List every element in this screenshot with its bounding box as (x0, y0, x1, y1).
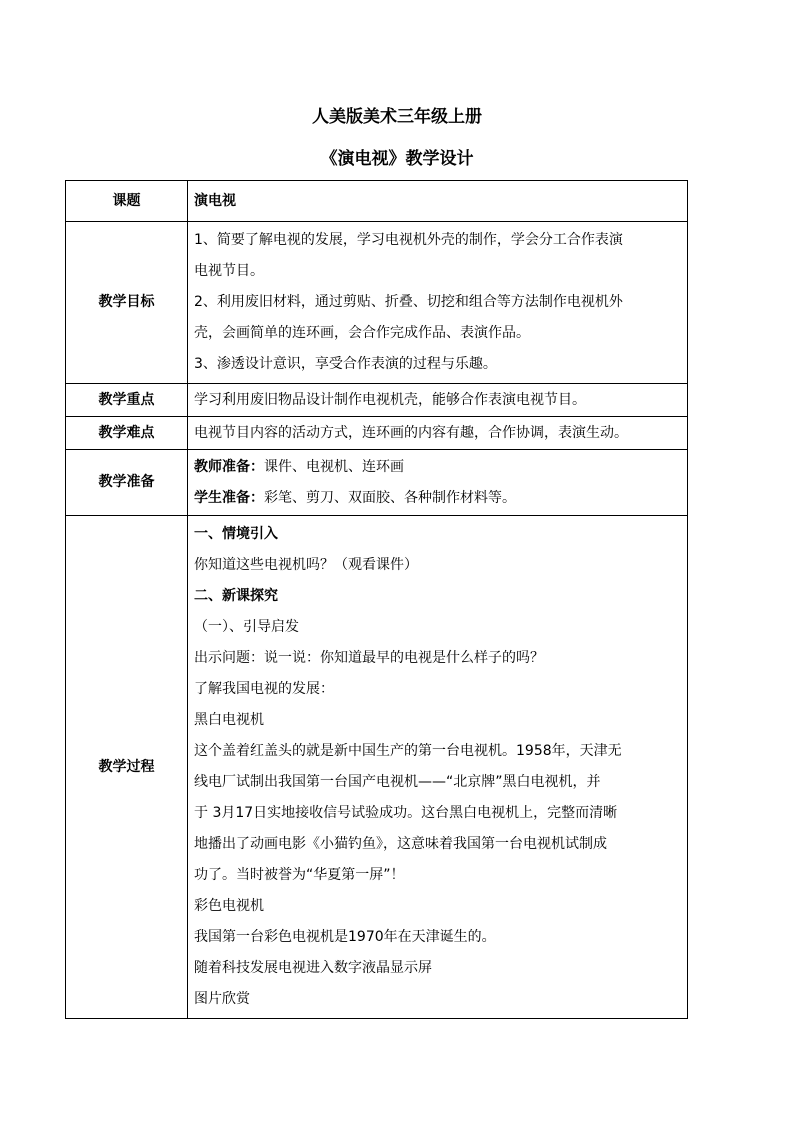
process-line: 我国第一台彩色电视机是1970年在天津诞生的。 (194, 929, 496, 945)
value-process (188, 516, 688, 1019)
label-preparation: 教学准备 (66, 450, 188, 516)
value-topic: 演电视 (188, 181, 688, 222)
objectives-line: 3、渗透设计意识，享受合作表演的过程与乐趣。 (194, 356, 497, 372)
label-difficulties: 教学难点 (66, 417, 188, 450)
process-line: （一）、引导启发 (194, 619, 299, 635)
row-difficulties (66, 417, 688, 450)
row-topic (66, 181, 688, 222)
student-preparation (194, 483, 681, 514)
document-title: 人美版美术三年级上册 (312, 107, 482, 127)
process-line: 地播出了动画电影《小猫钓鱼》，这意味着我国第一台电视机试制成 (194, 836, 607, 852)
value-preparation (188, 450, 688, 516)
value-difficulties: 电视节目内容的活动方式，连环画的内容有趣，合作协调，表演生动。 (188, 417, 688, 450)
process-line: 于 3月17日实地接收信号试验成功。这台黑白电视机上，完整而清晰 (194, 805, 618, 821)
process-line: 黑白电视机 (194, 712, 264, 728)
label-topic: 课题 (66, 181, 188, 222)
process-line: 出示问题：说一说：你知道最早的电视是什么样子的吗？ (194, 650, 544, 666)
objectives-line: 电视节目。 (194, 263, 264, 279)
teacher-preparation (194, 452, 681, 483)
process-line: 图片欣赏 (194, 991, 250, 1007)
value-objectives (188, 222, 688, 384)
row-process (66, 516, 688, 1019)
label-key-points: 教学重点 (66, 384, 188, 417)
student-preparation-label: 学生准备： (194, 489, 264, 506)
document-subtitle: 《演电视》教学设计 (320, 149, 474, 169)
process-line: 随着科技发展电视进入数字液晶显示屏 (194, 960, 432, 976)
process-line: 了解我国电视的发展： (194, 681, 334, 697)
objectives-line: 壳，会画简单的连环画，会合作完成作品、表演作品。 (194, 325, 530, 341)
process-line: 线电厂试制出我国第一台国产电视机——“北京牌”黑白电视机，并 (194, 774, 601, 790)
process-heading: 二、新课探究 (194, 588, 278, 604)
label-objectives: 教学目标 (66, 222, 188, 384)
row-objectives (66, 222, 688, 384)
process-line: 彩色电视机 (194, 898, 264, 914)
objectives-line: 2、利用废旧材料，通过剪贴、折叠、切挖和组合等方法制作电视机外 (194, 294, 623, 310)
process-heading: 一、情境引入 (194, 526, 278, 542)
process-line: 这个盖着红盖头的就是新中国生产的第一台电视机。1958年，天津无 (194, 743, 622, 759)
row-key-points (66, 384, 688, 417)
process-line: 功了。当时被誉为“华夏第一屏”！ (194, 867, 405, 883)
teacher-preparation-value: 课件、电视机、连环画 (264, 458, 404, 475)
value-key-points: 学习利用废旧物品设计制作电视机壳，能够合作表演电视节目。 (188, 384, 688, 417)
student-preparation-value: 彩笔、剪刀、双面胶、各种制作材料等。 (264, 489, 516, 506)
label-process: 教学过程 (66, 516, 188, 1019)
row-preparation (66, 450, 688, 516)
lesson-plan-table (65, 180, 688, 1019)
process-line: 你知道这些电视机吗？（观看课件） (194, 557, 418, 573)
teacher-preparation-label: 教师准备： (194, 458, 264, 475)
objectives-line: 1、简要了解电视的发展，学习电视机外壳的制作，学会分工合作表演 (194, 232, 623, 248)
